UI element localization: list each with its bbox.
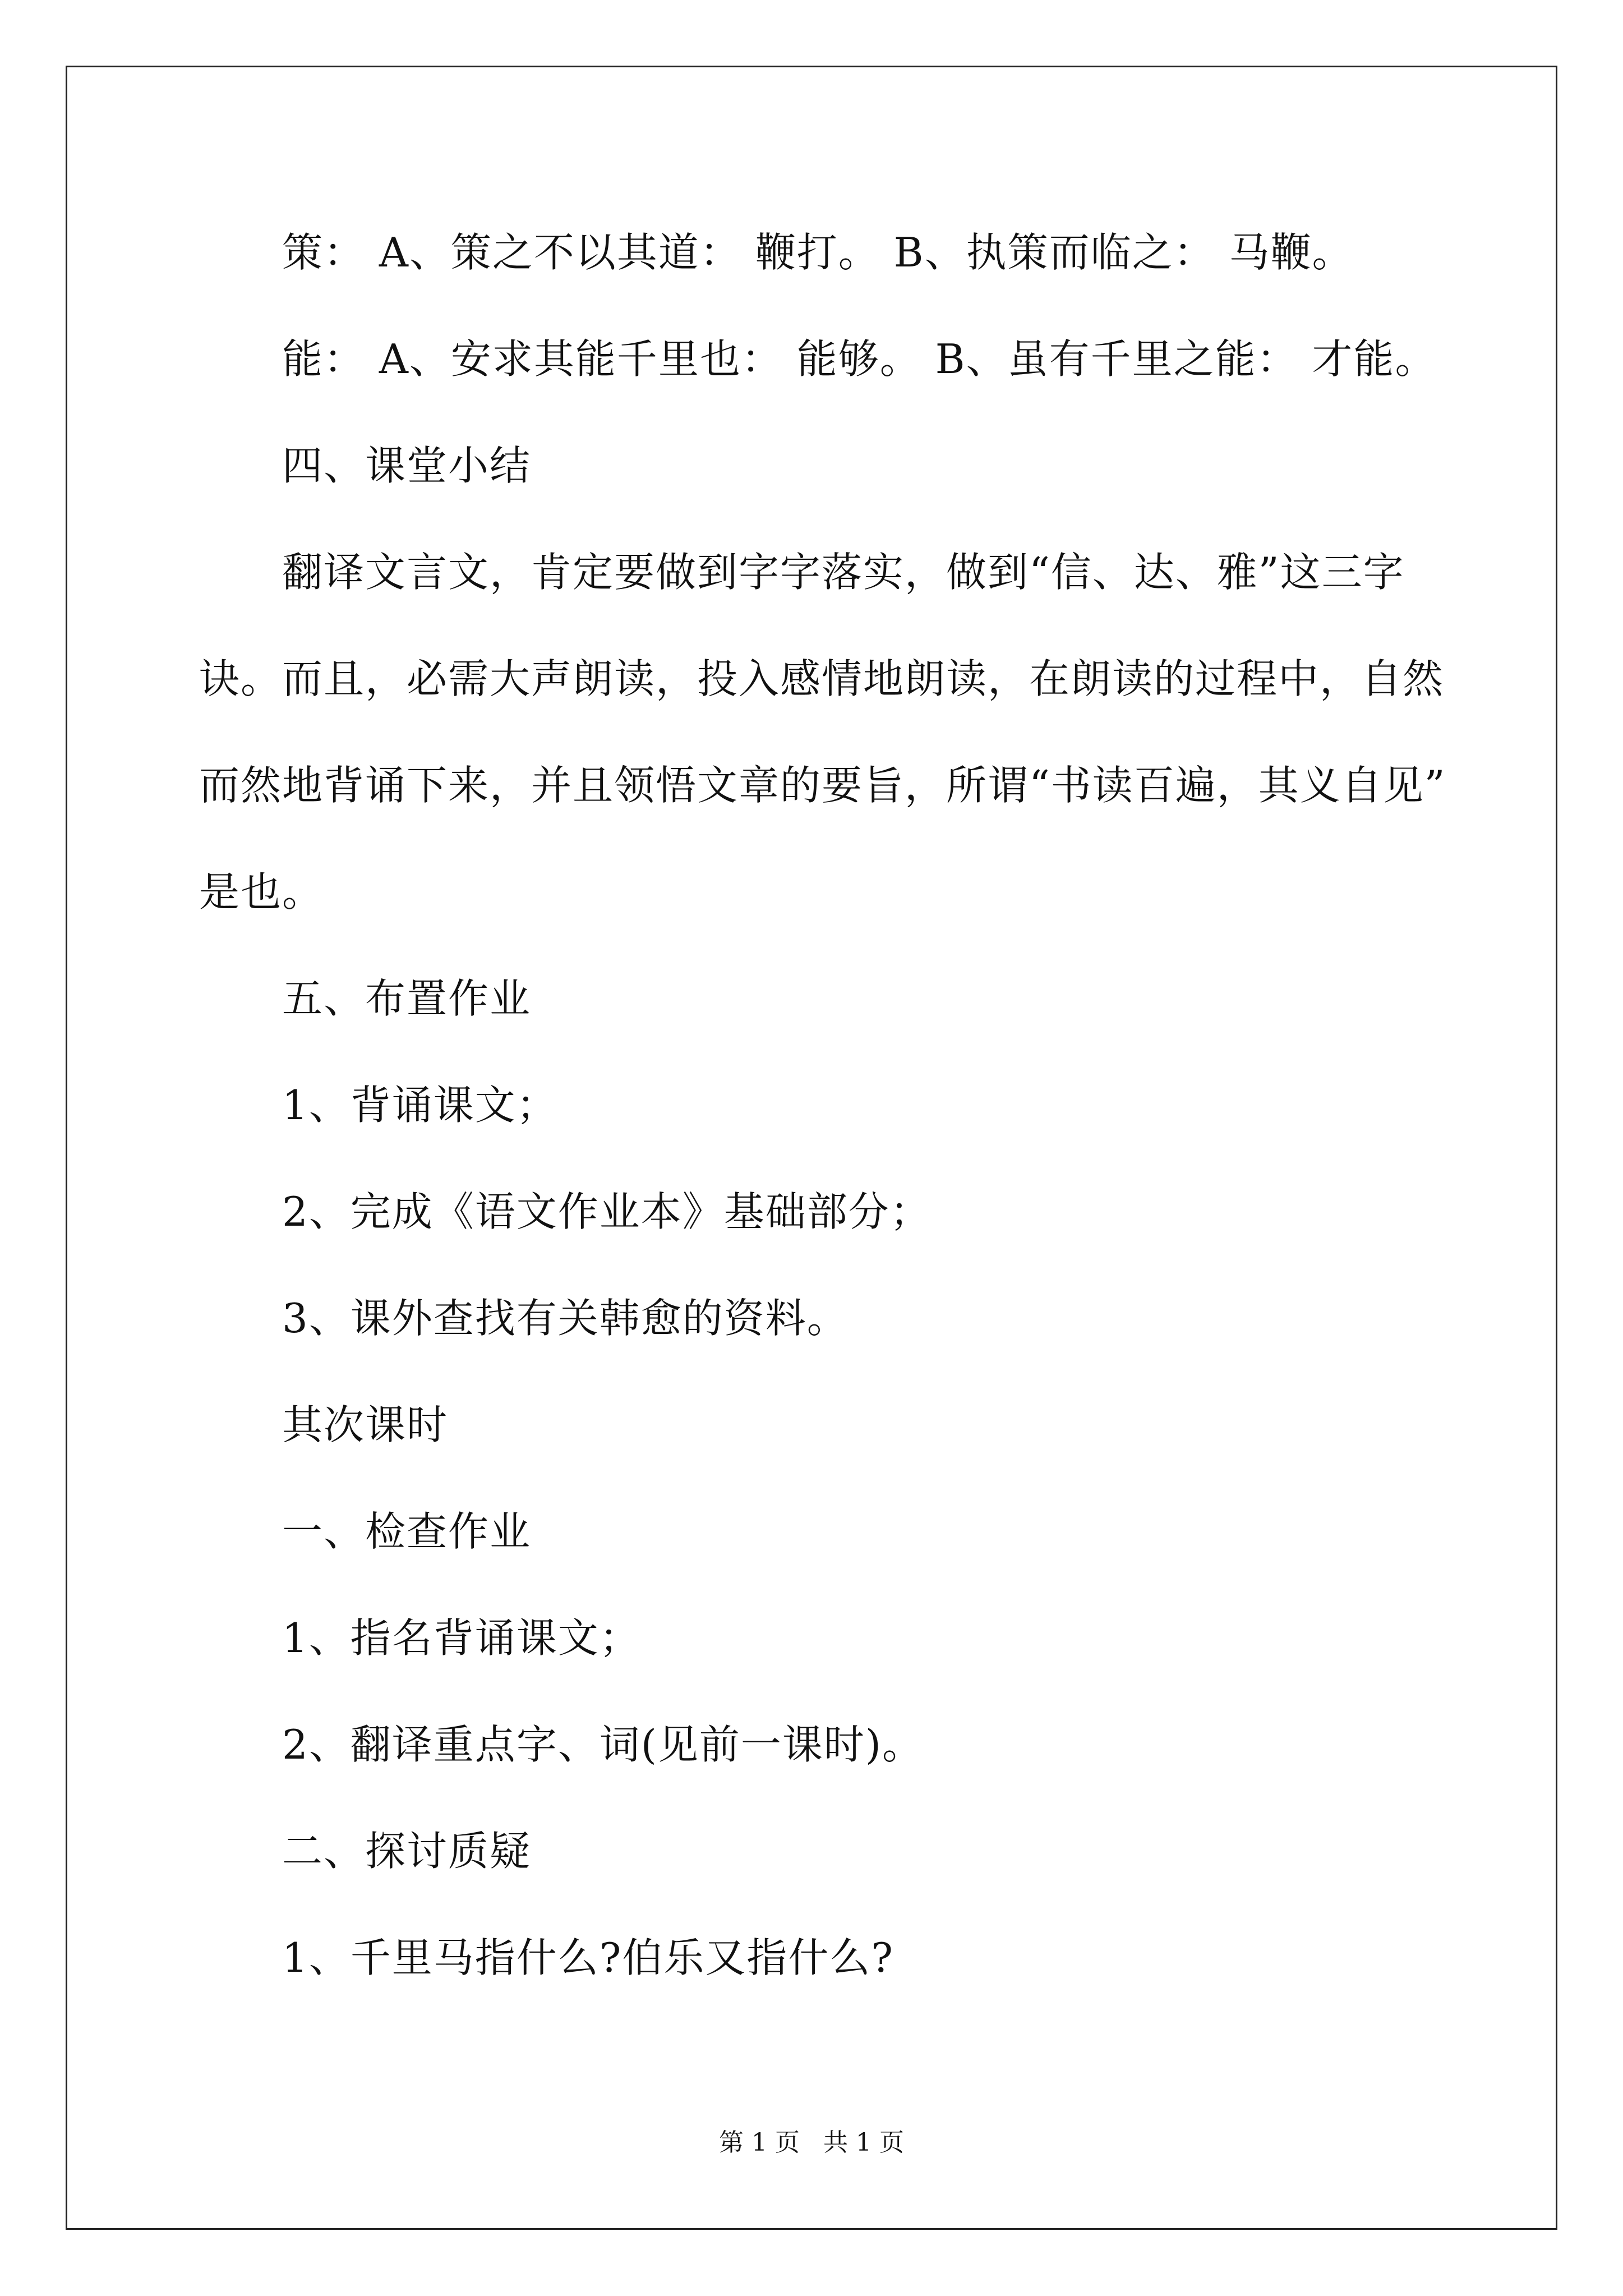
page-footer [0,2126,1623,2160]
text-line: 是也。 [199,868,324,915]
page-total: 共 1 页 [823,2128,904,2157]
section-heading: 其次课时 [282,1401,449,1448]
section-heading: 二、探讨质疑 [282,1828,532,1875]
text-line: 而然地背诵下来，并且领悟文章的要旨，所谓“书读百遍，其义自见” [199,762,1446,809]
text-line: 翻译文言文，肯定要做到字字落实，做到“信、达、雅”这三字 [282,549,1405,596]
list-item: 1、背诵课文； [282,1082,558,1129]
section-heading: 一、检查作业 [282,1508,532,1555]
list-item: 3、课外查找有关韩愈的资料。 [282,1295,849,1342]
text-line: 诀。而且，必需大声朗读，投入感情地朗读，在朗读的过程中，自然 [199,655,1445,702]
page-border [66,66,1557,2230]
list-item: 2、完成《语文作业本》基础部分； [282,1188,932,1235]
text-line: 能： A、安求其能千里也： 能够。 B、虽有千里之能： 才能。 [282,335,1437,383]
section-heading: 五、布置作业 [282,975,532,1022]
section-heading: 四、课堂小结 [282,442,532,489]
text-line: 策： A、策之不以其道： 鞭打。 B、执策而临之： 马鞭。 [282,229,1354,276]
list-item: 1、指名背诵课文； [282,1614,641,1662]
page-number: 第 1 页 [719,2128,800,2157]
list-item: 1、千里马指什么?伯乐又指什么? [282,1934,895,1981]
list-item: 2、翻译重点字、词(见前一课时)。 [282,1721,924,1768]
